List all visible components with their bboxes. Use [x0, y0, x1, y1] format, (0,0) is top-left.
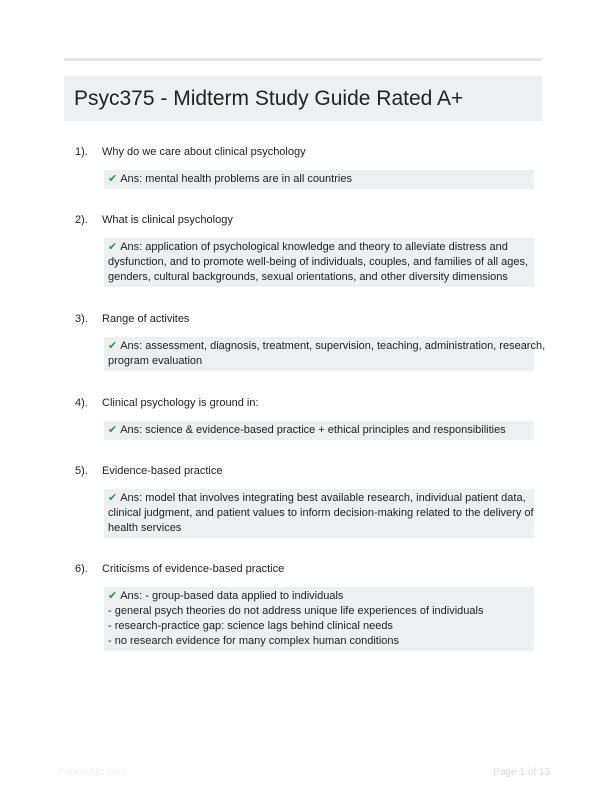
- page-title: Psyc375 - Midterm Study Guide Rated A+: [74, 87, 464, 110]
- answer-line: dysfunction, and to promote well-being of individuals, couples, and families of all ages,: [108, 256, 529, 268]
- question-number: 4).: [75, 397, 88, 409]
- answer-box: [104, 587, 534, 651]
- check-icon: ✔: [108, 173, 118, 185]
- footer-watermark: PaperMillz.com: [58, 767, 127, 778]
- question-text: Clinical psychology is ground in:: [102, 397, 259, 409]
- page-indicator: Page 1 of 13: [493, 767, 550, 778]
- answer-line: - no research evidence for many complex human conditions: [108, 635, 400, 647]
- answer-box: [104, 489, 534, 538]
- question-number: 1).: [75, 146, 88, 158]
- answer-box: [104, 238, 534, 287]
- answer-line: [108, 491, 530, 506]
- question-number: 2).: [75, 214, 88, 226]
- answer-text: Ans: - group-based data applied to individuals: [120, 590, 344, 602]
- answer-text: Ans: science & evidence-based practice + ethical principles and responsibilities: [120, 424, 506, 436]
- answer-text: Ans: mental health problems are in all countries: [120, 173, 352, 185]
- answer-box: [104, 170, 534, 189]
- title-banner: [64, 76, 542, 121]
- check-icon: ✔: [108, 424, 118, 436]
- answer-line: [108, 339, 546, 354]
- question-text: Range of activites: [102, 313, 190, 325]
- answer-line: [108, 172, 530, 187]
- question-number: 5).: [75, 465, 88, 477]
- check-icon: ✔: [108, 492, 118, 504]
- answer-text: Ans: model that involves integrating best available research, individual patient data,: [120, 492, 526, 504]
- check-icon: ✔: [108, 241, 118, 253]
- question-text: What is clinical psychology: [102, 214, 233, 226]
- answer-line: - general psych theories do not address unique life experiences of individuals: [108, 605, 484, 617]
- answer-text: Ans: application of psychological knowledge and theory to alleviate distress and: [120, 241, 508, 253]
- answer-box: [104, 421, 534, 440]
- answer-line: genders, cultural backgrounds, sexual orientations, and other diversity dimensions: [108, 271, 508, 283]
- check-icon: ✔: [108, 340, 118, 352]
- question-text: Why do we care about clinical psychology: [102, 146, 306, 158]
- question-number: 6).: [75, 563, 88, 575]
- answer-box: [104, 337, 546, 371]
- answer-line: clinical judgment, and patient values to inform decision-making related to the delivery of: [108, 507, 534, 519]
- answer-line: [108, 589, 530, 604]
- question-number: 3).: [75, 313, 88, 325]
- question-text: Criticisms of evidence-based practice: [102, 563, 285, 575]
- question-text: Evidence-based practice: [102, 465, 223, 477]
- answer-line: - research-practice gap: science lags behind clinical needs: [108, 620, 393, 632]
- check-icon: ✔: [108, 590, 118, 602]
- answer-text: Ans: assessment, diagnosis, treatment, supervision, teaching, administration, research,: [120, 340, 546, 352]
- answer-line: health services: [108, 522, 182, 534]
- answer-line: [108, 423, 530, 438]
- answer-line: program evaluation: [108, 355, 203, 367]
- top-divider: [64, 58, 542, 61]
- answer-line: [108, 240, 530, 255]
